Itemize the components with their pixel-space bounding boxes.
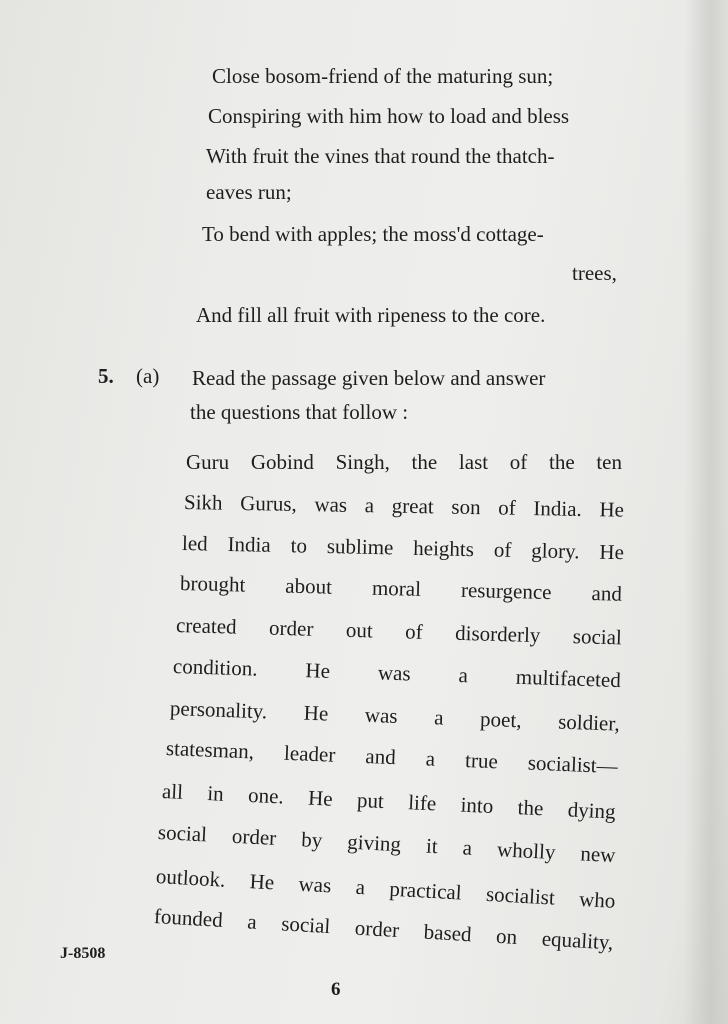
passage-line: founded a social order based on equality, [153, 904, 614, 955]
passage-line: created order out of disorderly social [175, 613, 623, 650]
question-number: 5. [98, 364, 114, 388]
passage-line: outlook. He was a practical socialist who [155, 864, 617, 913]
poem-line: With fruit the vines that round the thatch- [206, 144, 555, 168]
page-number: 6 [331, 979, 341, 1000]
passage-line: personality. He was a poet, soldier, [169, 696, 621, 736]
passage-line: brought about moral resurgence and [179, 571, 623, 606]
passage-line: Guru Gobind Singh, the last of the ten [186, 450, 622, 474]
book-spine-shadow [684, 0, 728, 1024]
instruction-line: the questions that follow : [190, 400, 409, 424]
paper-code: J-8508 [60, 945, 106, 962]
question-part-label: (a) [136, 364, 160, 388]
passage-line: social order by giving it a wholly new [157, 820, 617, 868]
poem-line: Close bosom-friend of the maturing sun; [212, 64, 554, 88]
poem-line: Conspiring with him how to load and bless [208, 104, 570, 128]
poem-line: eaves run; [206, 180, 292, 204]
poem-line: And fill all fruit with ripeness to the core. [196, 303, 546, 327]
passage-line: led India to sublime heights of glory. He [181, 531, 625, 565]
passage-line: all in one. He put life into the dying [161, 779, 617, 824]
passage-line: Sikh Gurus, was a great son of India. He [183, 490, 625, 522]
passage-line: statesman, leader and a true socialist— [165, 736, 619, 779]
instruction-line: Read the passage given below and answer [192, 366, 546, 390]
passage-line: condition. He was a multifaceted [172, 654, 622, 693]
poem-line: To bend with apples; the moss'd cottage- [202, 222, 544, 246]
poem-line: trees, [572, 261, 617, 285]
